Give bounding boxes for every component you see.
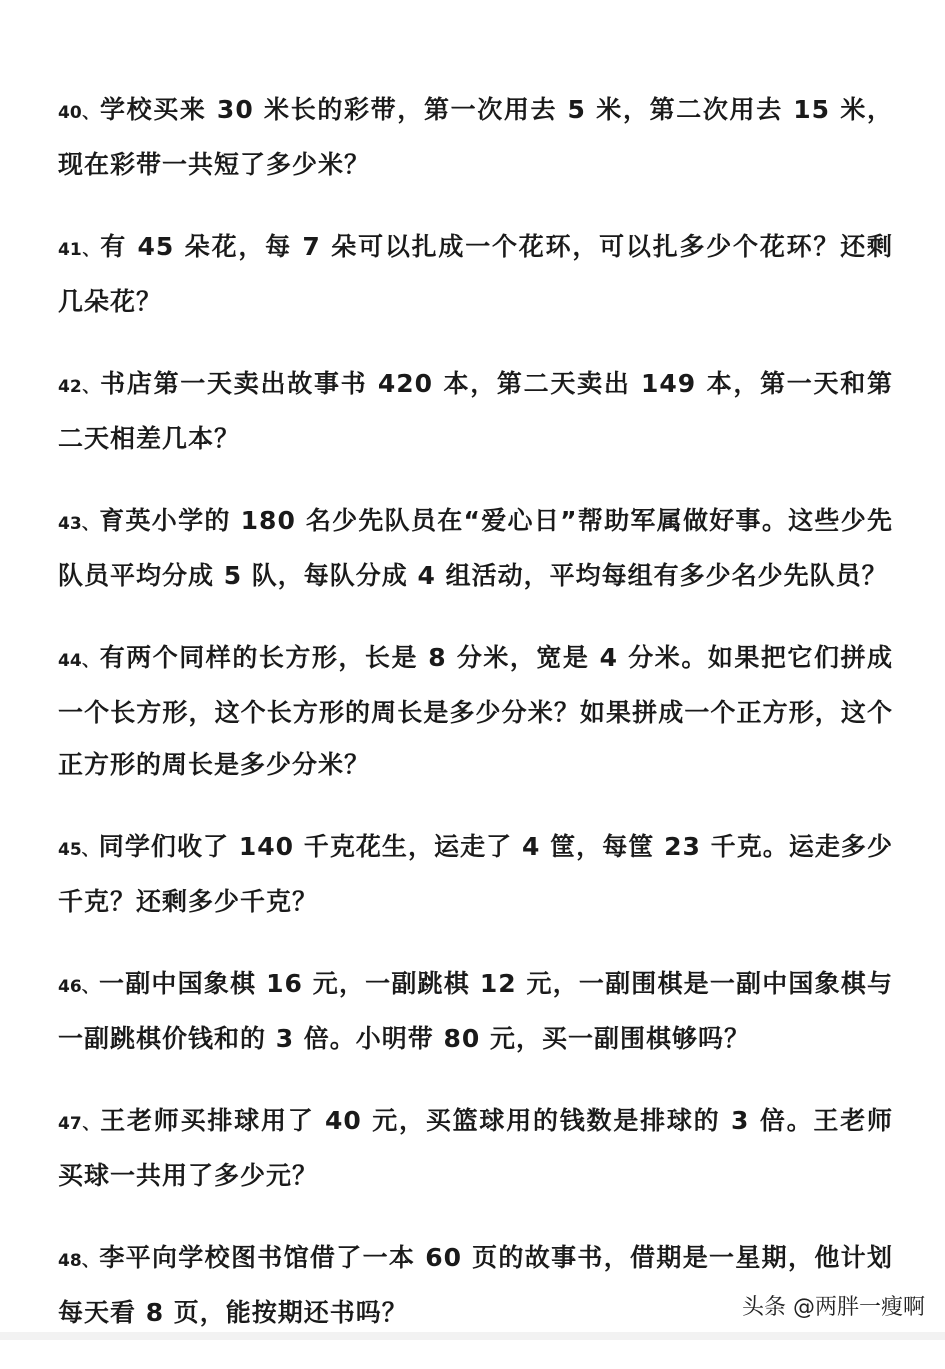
problem-number: 43、: [58, 514, 100, 534]
problem-number: 47、: [58, 1114, 101, 1134]
problem-text: 育英小学的 180 名少先队员在“爱心日”帮助军属做好事。这些少先队员平均分成 5 队，每队分成 4 组活动，平均每组有多少名少先队员？: [58, 506, 893, 590]
problem-text: 有两个同样的长方形，长是 8 分米，宽是 4 分米。如果把它们拼成一个长方形，这个长方形的周长是多少分米？如果拼成一个正方形，这个正方形的周长是多少分米？: [58, 643, 893, 779]
problem-text: 学校买来 30 米长的彩带，第一次用去 5 米，第二次用去 15 米，现在彩带一共短了多少米？: [58, 95, 893, 179]
problem-list: [58, 84, 893, 1369]
problem-41: [58, 221, 893, 328]
problem-text: 有 45 朵花，每 7 朵可以扎成一个花环，可以扎多少个花环？还剩几朵花？: [58, 232, 893, 316]
problem-47: [58, 1095, 893, 1202]
problem-number: 48、: [58, 1251, 100, 1271]
problem-48: [58, 1232, 893, 1339]
bottom-strip: [0, 1332, 945, 1340]
problem-43: [58, 495, 893, 602]
problem-40: [58, 84, 893, 191]
problem-text: 王老师买排球用了 40 元，买篮球用的钱数是排球的 3 倍。王老师买球一共用了多少元？: [58, 1106, 893, 1190]
watermark: 头条 @两胖一瘦啊: [742, 1295, 925, 1320]
problem-42: [58, 358, 893, 465]
problem-number: 44、: [58, 651, 100, 671]
problem-46: [58, 958, 893, 1065]
problem-number: 45、: [58, 840, 99, 860]
problem-number: 42、: [58, 377, 101, 397]
problem-number: 46、: [58, 977, 100, 997]
problem-text: 李平向学校图书馆借了一本 60 页的故事书，借期是一星期，他计划每天看 8 页，能按期还书吗？: [58, 1243, 893, 1327]
problem-text: 同学们收了 140 千克花生，运走了 4 筐，每筐 23 千克。运走多少千克？还剩多少千克？: [58, 832, 893, 916]
problem-45: [58, 821, 893, 928]
problem-number: 40、: [58, 103, 100, 123]
problem-44: [58, 632, 893, 791]
problem-text: 一副中国象棋 16 元，一副跳棋 12 元，一副围棋是一副中国象棋与一副跳棋价钱和的 3 倍。小明带 80 元，买一副围棋够吗？: [58, 969, 893, 1053]
problem-number: 41、: [58, 240, 101, 260]
problem-text: 书店第一天卖出故事书 420 本，第二天卖出 149 本，第一天和第二天相差几本？: [58, 369, 893, 453]
